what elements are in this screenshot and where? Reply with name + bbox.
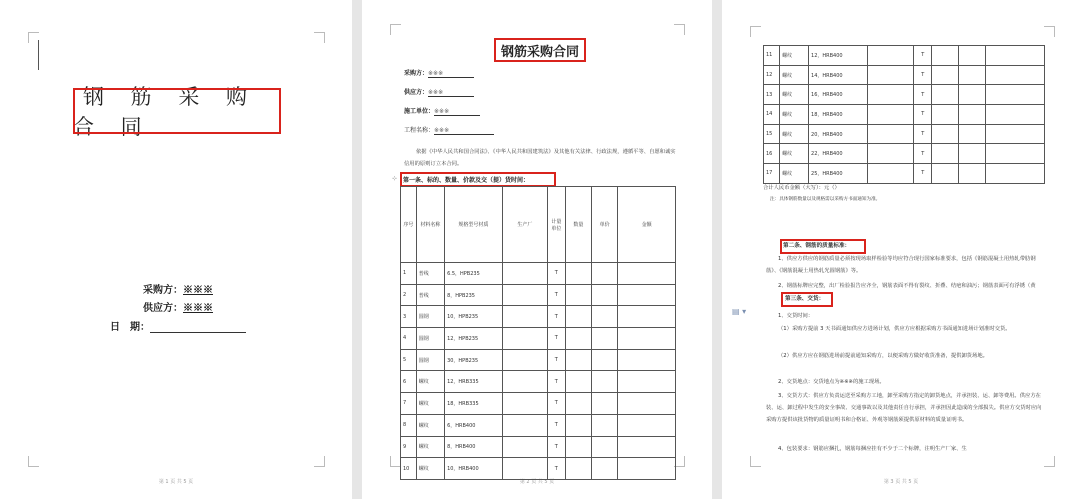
amount-cell: [618, 306, 676, 328]
row-number: 3: [401, 306, 417, 328]
page-footer: 第 1 页 共 5 页: [158, 479, 194, 485]
unit-cell: T: [547, 414, 565, 436]
field-project: 工程名称：※※※: [404, 125, 494, 135]
amount-cell: [618, 436, 676, 458]
maker-cell: [502, 284, 547, 306]
spec-model: 25，HRB400: [809, 164, 868, 184]
col-no: 序号: [401, 187, 417, 263]
highlight-box: [73, 85, 281, 139]
unit-cell: T: [547, 306, 565, 328]
document-page-1: [0, 0, 352, 499]
section-2-heading: 第二条、钢筋的质量标准：: [783, 243, 851, 249]
price-cell: [591, 393, 617, 415]
buyer-label: 采购方：: [143, 285, 183, 296]
qty-cell: [932, 164, 959, 184]
qty-cell: [932, 124, 959, 144]
col-material: 材料名称: [416, 187, 444, 263]
material-name: 螺纹: [780, 144, 809, 164]
maker-cell: [868, 144, 914, 164]
row-number: 8: [401, 414, 417, 436]
table-row: [764, 85, 1045, 105]
buyer-value: ※※※: [183, 285, 213, 296]
price-cell: [959, 124, 986, 144]
highlight-box: [781, 292, 833, 307]
corner-mark: [390, 24, 401, 35]
table-row: [401, 306, 676, 328]
material-name: 圆钢: [416, 349, 444, 371]
qty-cell: [565, 306, 591, 328]
corner-mark: [674, 24, 685, 35]
amount-cell: [985, 105, 1044, 125]
amount-cell: [618, 349, 676, 371]
material-name: 普线: [416, 263, 444, 285]
row-number: 2: [401, 284, 417, 306]
spec-model: 16，HRB400: [809, 85, 868, 105]
section-2-item-2: 2、钢筋标牌应完整，出厂检验报告应齐全，钢筋表面不得有裂纹、折叠、结疤和油污；钢筋表面可有浮锈（黄: [778, 283, 1036, 289]
qty-cell: [565, 328, 591, 350]
section-3-item-1: 1、交货时间：: [778, 313, 814, 319]
row-number: 15: [764, 124, 780, 144]
col-qty: 数量: [565, 187, 591, 263]
spec-model: 12，HPB235: [445, 328, 503, 350]
price-cell: [591, 414, 617, 436]
amount-cell: [985, 85, 1044, 105]
table-row: [401, 371, 676, 393]
corner-mark: [1044, 26, 1055, 37]
cover-supplier: [143, 299, 213, 314]
field-constructor: 施工单位：※※※: [404, 106, 480, 116]
material-name: 普线: [416, 284, 444, 306]
contract-title: 钢筋采购合同: [500, 44, 579, 60]
row-number: 13: [764, 85, 780, 105]
amount-cell: [985, 164, 1044, 184]
amount-cell: [985, 124, 1044, 144]
col-unit: 计量单位: [547, 187, 565, 263]
table-row: [401, 328, 676, 350]
material-name: 螺纹: [416, 371, 444, 393]
maker-cell: [868, 85, 914, 105]
qty-cell: [565, 371, 591, 393]
row-number: 4: [401, 328, 417, 350]
cover-buyer: [143, 281, 213, 296]
price-cell: [591, 371, 617, 393]
material-name: 螺纹: [780, 65, 809, 85]
intro-paragraph: 依据《中华人民共和国合同法》、《中华人民共和国建筑法》及其他有关法律、行政法规，遵循平等、自愿和诚实信用的原则订立本合同。: [404, 149, 676, 167]
spec-model: 18，HRB335: [445, 393, 503, 415]
unit-cell: T: [547, 328, 565, 350]
material-name: 螺纹: [780, 124, 809, 144]
row-number: 11: [764, 46, 780, 66]
field-supplier: 供应方：※※※: [404, 87, 474, 97]
maker-cell: [868, 65, 914, 85]
total-amount-row: 合计人民币金额（大写）：元（）: [763, 185, 840, 191]
row-number: 14: [764, 105, 780, 125]
corner-mark: [750, 456, 761, 467]
amount-cell: [985, 144, 1044, 164]
spec-model: 20，HRB400: [809, 124, 868, 144]
paragraph-marker-icon: ⊹: [392, 175, 398, 182]
maker-cell: [502, 436, 547, 458]
spec-model: 10，HPB235: [445, 306, 503, 328]
material-name: 螺纹: [416, 393, 444, 415]
table-row: [764, 124, 1045, 144]
highlight-box: [400, 172, 556, 187]
maker-cell: [502, 458, 547, 480]
unit-cell: T: [547, 393, 565, 415]
spec-model: 6，HRB400: [445, 414, 503, 436]
section-3-item-1-2: （2）供应方应在钢筋进场前提前通知采购方，以便采购方做好收货准备，提供卸货场地。: [778, 353, 988, 359]
field-buyer: 采购方：※※※: [404, 68, 474, 78]
price-cell: [959, 85, 986, 105]
materials-table-part-2: [763, 45, 1045, 184]
highlight-box: [780, 239, 866, 254]
row-number: 1: [401, 263, 417, 285]
text-cursor: [38, 40, 39, 70]
maker-cell: [502, 393, 547, 415]
spec-model: 30，HPB235: [445, 349, 503, 371]
spec-model: 12，HRB335: [445, 371, 503, 393]
table-row: [401, 349, 676, 371]
section-3-item-3: 3、交货方式：供应方负责运送至采购方工地，卸至采购方指定的卸货地点，并承担装、运、卸等费用。供应方在装、运、卸过程中发生的安全事故、交通事故以及其他责任自行承担，并承担因此造成的全部损失。供应方交货时应向采购方提供该批货物的质量证明书和合格证、外观等钢筋须提供原材料的质量证明书。: [766, 393, 1042, 423]
row-number: 6: [401, 371, 417, 393]
amount-cell: [618, 284, 676, 306]
unit-cell: T: [914, 124, 932, 144]
unit-cell: T: [547, 284, 565, 306]
qty-cell: [932, 105, 959, 125]
unit-cell: T: [547, 371, 565, 393]
maker-cell: [502, 263, 547, 285]
qty-cell: [932, 85, 959, 105]
unit-cell: T: [914, 46, 932, 66]
table-row: [764, 46, 1045, 66]
table-row: [401, 436, 676, 458]
table-row: [401, 414, 676, 436]
spec-model: 22，HRB400: [809, 144, 868, 164]
highlight-box: [494, 38, 586, 62]
table-row: [764, 164, 1045, 184]
col-amount: 金额: [618, 187, 676, 263]
row-number: 12: [764, 65, 780, 85]
maker-cell: [502, 306, 547, 328]
maker-cell: [502, 328, 547, 350]
corner-mark: [314, 456, 325, 467]
section-3-item-1-1: （1）采购方提前 3 天书面通知供应方进场计划，供应方应根据采购方书面通知进场计划准时交货。: [778, 326, 1011, 332]
amount-cell: [985, 65, 1044, 85]
cover-date: [110, 318, 246, 333]
maker-cell: [868, 105, 914, 125]
qty-cell: [932, 46, 959, 66]
material-name: 圆钢: [416, 306, 444, 328]
price-cell: [591, 263, 617, 285]
qty-cell: [565, 436, 591, 458]
qty-cell: [565, 393, 591, 415]
qty-cell: [565, 284, 591, 306]
section-3-item-2: 2、交货地点：交货地点为※※※的施工现场。: [778, 379, 885, 385]
qty-cell: [565, 349, 591, 371]
table-note: 注：具体钢筋数量以及规格需以采购方书面通知为准。: [770, 197, 881, 202]
section-1-heading: 第一条、标的、数量、价款及交（提）货时间：: [403, 177, 530, 184]
price-cell: [591, 436, 617, 458]
qty-cell: [565, 414, 591, 436]
price-cell: [591, 349, 617, 371]
price-cell: [959, 65, 986, 85]
qty-cell: [932, 65, 959, 85]
price-cell: [959, 164, 986, 184]
col-price: 单价: [591, 187, 617, 263]
corner-mark: [750, 26, 761, 37]
date-label: 日 期：: [110, 322, 150, 333]
price-cell: [591, 458, 617, 480]
date-underline: [150, 323, 246, 333]
amount-cell: [985, 46, 1044, 66]
maker-cell: [502, 414, 547, 436]
supplier-value: ※※※: [183, 303, 213, 314]
amount-cell: [618, 328, 676, 350]
spec-model: 12，HRB400: [809, 46, 868, 66]
col-spec: 规格型号材质: [445, 187, 503, 263]
spec-model: 10，HRB400: [445, 458, 503, 480]
corner-mark: [1044, 456, 1055, 467]
spec-model: 18，HRB400: [809, 105, 868, 125]
price-cell: [959, 105, 986, 125]
amount-cell: [618, 263, 676, 285]
maker-cell: [502, 371, 547, 393]
supplier-label: 供应方：: [143, 303, 183, 314]
material-name: 圆钢: [416, 328, 444, 350]
maker-cell: [502, 349, 547, 371]
price-cell: [591, 306, 617, 328]
row-number: 5: [401, 349, 417, 371]
unit-cell: T: [914, 164, 932, 184]
spec-model: 14，HRB400: [809, 65, 868, 85]
page-footer: 第 2 页 共 5 页: [519, 479, 555, 485]
amount-cell: [618, 458, 676, 480]
col-maker: 生产厂: [502, 187, 547, 263]
section-3-item-4: 4、包装要求：钢筋应捆扎，钢筋每捆应挂有不少于二个标牌，注明生产厂家、生: [778, 446, 967, 452]
price-cell: [591, 328, 617, 350]
row-number: 17: [764, 164, 780, 184]
table-row: [401, 284, 676, 306]
unit-cell: T: [547, 458, 565, 480]
amount-cell: [618, 371, 676, 393]
maker-cell: [868, 124, 914, 144]
amount-cell: [618, 393, 676, 415]
table-row: [764, 65, 1045, 85]
qty-cell: [932, 144, 959, 164]
table-row: [764, 144, 1045, 164]
unit-cell: T: [547, 263, 565, 285]
material-name: 螺纹: [780, 105, 809, 125]
document-icon[interactable]: ▤ ▾: [732, 307, 747, 316]
row-number: 16: [764, 144, 780, 164]
row-number: 7: [401, 393, 417, 415]
price-cell: [591, 284, 617, 306]
unit-cell: T: [547, 349, 565, 371]
section-2-item-1: 1、供应方供应的钢筋质量必须按现场取样检验等均应符合现行国家标准要求，包括《钢筋混凝土用热轧带肋钢筋》、《钢筋混凝土用热轧光圆钢筋》等。: [766, 256, 1036, 274]
corner-mark: [28, 456, 39, 467]
table-row: [401, 263, 676, 285]
materials-table-part-1: [400, 186, 676, 480]
table-row: [401, 393, 676, 415]
maker-cell: [868, 46, 914, 66]
material-name: 螺纹: [416, 414, 444, 436]
row-number: 9: [401, 436, 417, 458]
material-name: 螺纹: [780, 164, 809, 184]
spec-model: 6.5，HPB235: [445, 263, 503, 285]
page-footer: 第 3 页 共 5 页: [883, 479, 919, 485]
material-name: 螺纹: [780, 85, 809, 105]
unit-cell: T: [547, 436, 565, 458]
material-name: 螺纹: [416, 458, 444, 480]
material-name: 螺纹: [780, 46, 809, 66]
table-row: [401, 458, 676, 480]
spec-model: 8，HPB235: [445, 284, 503, 306]
row-number: 10: [401, 458, 417, 480]
unit-cell: T: [914, 65, 932, 85]
spec-model: 8，HRB400: [445, 436, 503, 458]
unit-cell: T: [914, 105, 932, 125]
material-name: 螺纹: [416, 436, 444, 458]
table-header: [401, 187, 676, 263]
unit-cell: T: [914, 144, 932, 164]
amount-cell: [618, 414, 676, 436]
table-row: [764, 105, 1045, 125]
section-3-heading: 第三条、交货：: [785, 296, 825, 302]
corner-mark: [314, 32, 325, 43]
maker-cell: [868, 164, 914, 184]
price-cell: [959, 46, 986, 66]
price-cell: [959, 144, 986, 164]
cover-title: 钢 筋 采 购 合 同: [73, 85, 258, 139]
qty-cell: [565, 458, 591, 480]
unit-cell: T: [914, 85, 932, 105]
qty-cell: [565, 263, 591, 285]
